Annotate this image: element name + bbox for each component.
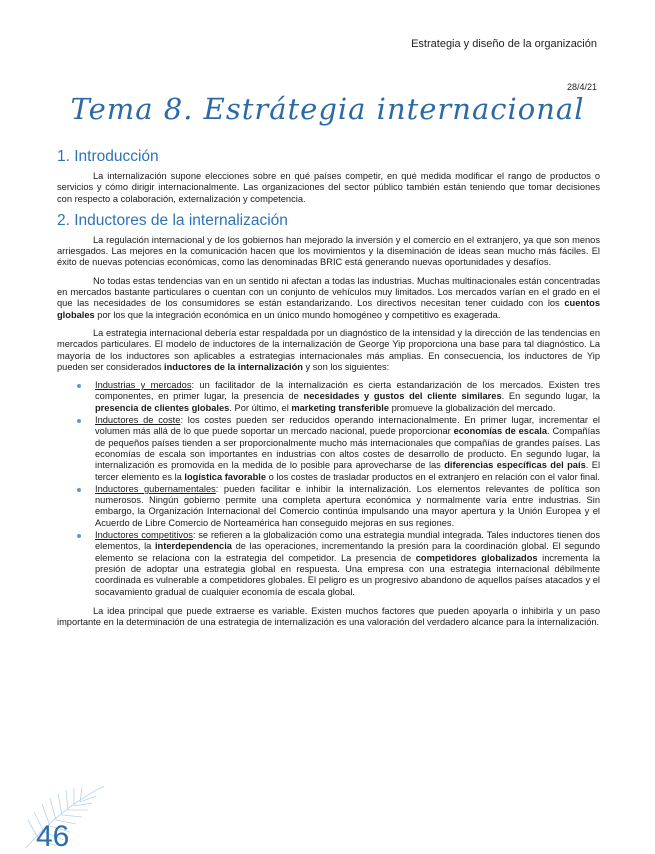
paragraph: La estrategia internacional debería estar respaldada por un diagnóstico de la intensidad y la dirección de las tendencias en mercados particulares. El modelo de inductores de la internalización de George Yip proporciona una base para tal diagnóstico. La mayoría de los inductores son aplicables a estrategias internacionales más amplias. En consecuencia, los inductores de Yip pueden ser considerados inductores de la internalización y son los siguientes: <box>57 327 600 372</box>
paragraph: La internalización supone elecciones sobre en qué países competir, en qué medida modificar el rango de productos o servicios y cómo dirigir internacionalmente. Las organizaciones del sector público también están teniendo que tomar decisiones con respecto a colaboración, externalización y competencia. <box>57 171 600 204</box>
page-number: 46 <box>36 820 70 853</box>
paragraph: No todas estas tendencias van en un sentido ni afectan a todas las industrias. Muchas multinacionales están concentradas en mercados bastante particulares o cuentan con un conjunto de vehículos muy limitados. Los mercados varían en el grado en el que las necesidades de los consumidores se están estandarizando. Los directivos necesitan tener cuidado con los cuentos globales por los que la integración económica en un único mundo homogéneo y competitivo es exagerada. <box>57 275 600 320</box>
list-item-term: Inductores de coste <box>95 415 181 426</box>
running-header: Estrategia y diseño de la organización <box>411 38 597 50</box>
list-item-term: Industrias y mercados <box>95 380 192 391</box>
paragraph: La regulación internacional y de los gobiernos han mejorado la inversión y el comercio en el extranjero, ya que son menos arriesgados. Las mejores en la comunicación hacen que los movimientos y la diseminación de ideas sean mucho más fáciles. El éxito de nuevas potencias económicas, como las denominadas BRIC está generando nuevas oportunidades y desafíos. <box>57 234 600 268</box>
list-item-cost-drivers: Inductores de coste: los costes pueden ser reducidos operando internacionalmente. En primer lugar, incrementar el volumen más allá de lo que puede soportar un mercado nacional, puede proporcionar economías de escala. Compañías de pequeños países tienden a ser proporcionalmente mucho más internacionales que compañías de grandes países. Las economías de escala son importantes en industrias con altos costes de desarrollo de producto. En segundo lugar, la internalización es promovida en la medida de lo posible para aprovecharse de las diferencias específicas del país. El tercer elemento es la logística favorable o los costes de trasladar productos en el extranjero en relación con el valor final. <box>95 415 601 482</box>
document-body <box>57 146 600 635</box>
list-item-competitive-drivers: Inductores competitivos: se refieren a la globalización como una estrategia mundial integrada. Tales inductores tienen dos elementos, la interdependencia de las operaciones, incrementando la presión para la coordinación global. El segundo elemento se relaciona con la estrategia del competidor. La presencia de competidores globalizados incrementa la presión de adoptar una estrategia global en respuesta. Una empresa con una estrategia internacional débilmente coordinada es vulnerable a competidores globales. El peligro es un progresivo abandono de aquellos países atacados y el socavamiento gradual de cualquier economía de escala global. <box>95 530 600 597</box>
bold-term: cuentos globales <box>57 298 600 320</box>
list-item-industries: Industrias y mercados: un facilitador de la internalización es cierta estandarización de los mercados. Existen tres componentes, en primer lugar, la presencia de necesidades y gustos del cliente similares. En segundo lugar, la presencia de clientes globales. Por último, el marketing transferible promueve la globalización del mercado. <box>95 380 601 413</box>
section-heading-drivers: 2. Inductores de la internalización <box>57 211 288 229</box>
bold-term: inductores de la internalización <box>164 361 303 372</box>
section-introduction <box>57 148 600 205</box>
list-item-term: Inductores competitivos <box>95 530 193 541</box>
list-item-term: Inductores gubernamentales <box>95 483 216 494</box>
drivers-list <box>57 380 600 598</box>
document-date: 28/4/21 <box>566 82 597 92</box>
page-title: Tema 8. Estrátegia internacional <box>70 92 585 126</box>
section-drivers <box>57 212 600 629</box>
list-item-government-drivers: Inductores gubernamentales: pueden facilitar e inhibir la internalización. Los elementos relevantes de política son numerosos. Ningún gobierno permite una completa apertura económica y normalmente varía entre industrias. Sin embargo, la Organización Internacional del Comercio continúa impulsando una mayor apertura y la Unión Europea y el Acuerdo de Libre Comercio de Norteamérica han conseguido mejoras en sus regiones. <box>95 483 600 528</box>
paragraph: La idea principal que puede extraerse es variable. Existen muchos factores que pueden apoyarla o inhibirla y un paso importante en la determinación de una estrategia de internalización es una valoración del verdadero alcance para la internalización. <box>57 605 600 628</box>
section-heading-introduction: 1. Introducción <box>57 148 159 165</box>
